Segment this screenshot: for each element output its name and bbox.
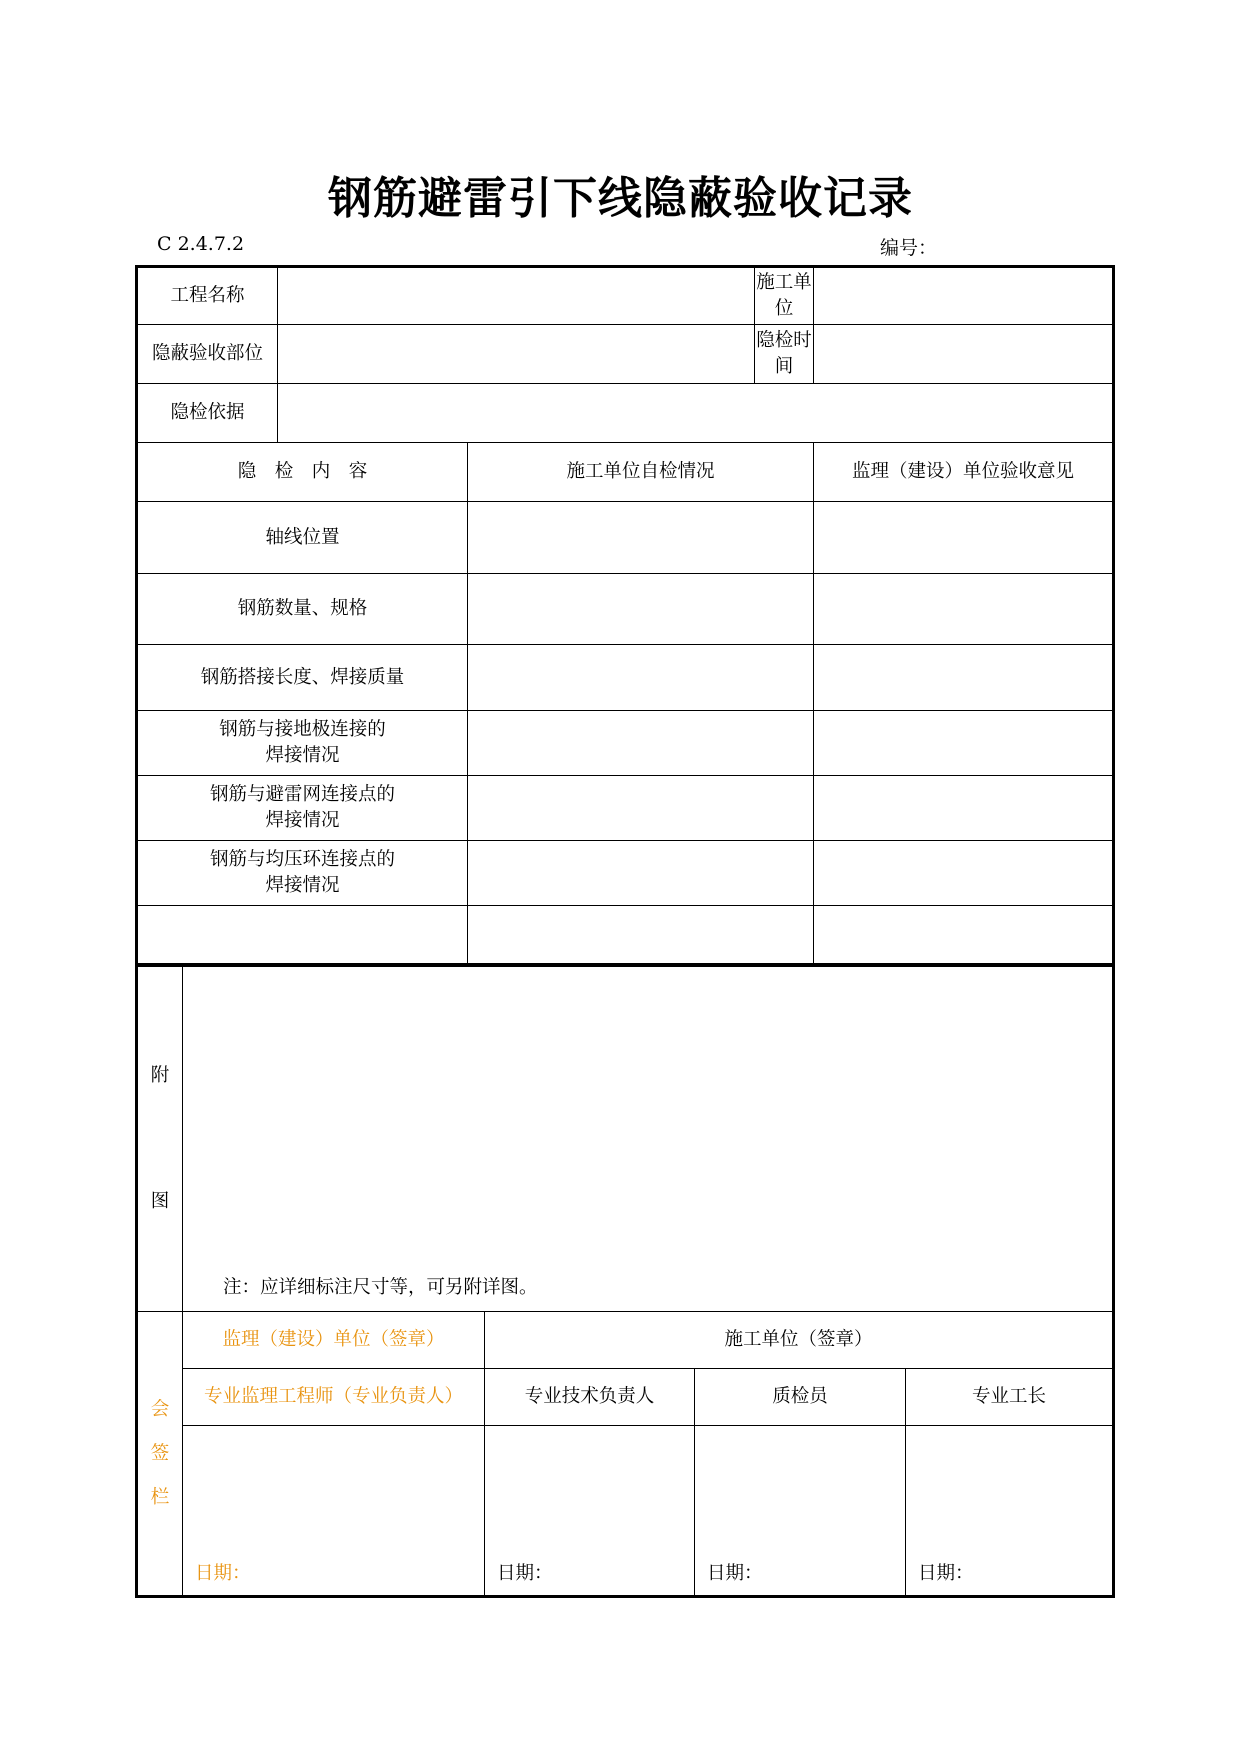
supervision-signature-cell[interactable] — [183, 1426, 485, 1597]
number-label: 编号： — [880, 237, 938, 259]
row-label: 钢筋与接地极连接的 焊接情况 — [137, 711, 468, 776]
quality-inspector-header: 质检员 — [695, 1369, 906, 1426]
self-check-cell[interactable] — [468, 645, 814, 711]
opinion-cell[interactable] — [814, 502, 1114, 574]
self-check-cell[interactable] — [468, 906, 814, 965]
date-label: 日期： — [707, 1563, 763, 1584]
table-row — [137, 645, 1114, 711]
inspection-basis-value[interactable] — [278, 384, 1114, 443]
self-check-cell[interactable] — [468, 574, 814, 645]
row-label: 钢筋与避雷网连接点的 焊接情况 — [137, 776, 468, 841]
table-row — [137, 502, 1114, 574]
self-check-cell[interactable] — [468, 502, 814, 574]
opinion-cell[interactable] — [814, 906, 1114, 965]
table-row — [137, 711, 1114, 776]
project-name-label: 工程名称 — [137, 267, 278, 325]
record-table — [135, 265, 1115, 966]
construction-unit-label: 施工单位 — [755, 267, 814, 325]
signature-label: 会 签 栏 — [137, 1312, 183, 1597]
row-label: 钢筋数量、规格 — [137, 574, 468, 645]
table-row — [137, 906, 1114, 965]
opinion-cell[interactable] — [814, 841, 1114, 906]
row-label: 钢筋与均压环连接点的 焊接情况 — [137, 841, 468, 906]
construction-unit-header: 施工单位（签章） — [485, 1312, 1114, 1369]
self-check-cell[interactable] — [468, 841, 814, 906]
date-label: 日期： — [918, 1563, 974, 1584]
row-label: 轴线位置 — [137, 502, 468, 574]
attachment-area[interactable] — [183, 967, 1114, 1312]
inspection-basis-label: 隐检依据 — [137, 384, 278, 443]
foreman-header: 专业工长 — [906, 1369, 1114, 1426]
opinion-cell[interactable] — [814, 645, 1114, 711]
quality-inspector-signature-cell[interactable] — [695, 1426, 906, 1597]
form-frame — [135, 265, 1112, 1598]
foreman-signature-cell[interactable] — [906, 1426, 1114, 1597]
project-name-value[interactable] — [278, 267, 755, 325]
content-column-header: 隐 检 内 容 — [137, 443, 468, 502]
self-check-cell[interactable] — [468, 776, 814, 841]
opinion-cell[interactable] — [814, 574, 1114, 645]
opinion-cell[interactable] — [814, 776, 1114, 841]
attachment-signature-table — [135, 966, 1115, 1598]
tech-lead-signature-cell[interactable] — [485, 1426, 695, 1597]
row-label-empty[interactable] — [137, 906, 468, 965]
hidden-part-value[interactable] — [278, 325, 755, 384]
table-row — [137, 841, 1114, 906]
construction-unit-value[interactable] — [814, 267, 1114, 325]
tech-lead-header: 专业技术负责人 — [485, 1369, 695, 1426]
date-label: 日期： — [195, 1563, 251, 1584]
date-label: 日期： — [497, 1563, 553, 1584]
supervision-column-header: 监理（建设）单位验收意见 — [814, 443, 1114, 502]
attachment-label: 附 图 — [137, 967, 183, 1312]
table-row — [137, 776, 1114, 841]
attachment-note: 注：应详细标注尺寸等，可另附详图。 — [223, 1277, 538, 1298]
inspection-time-label: 隐检时间 — [755, 325, 814, 384]
supervision-engineer-header: 专业监理工程师（专业负责人） — [183, 1369, 485, 1426]
opinion-cell[interactable] — [814, 711, 1114, 776]
self-check-cell[interactable] — [468, 711, 814, 776]
inspection-time-value[interactable] — [814, 325, 1114, 384]
table-row — [137, 574, 1114, 645]
self-check-column-header: 施工单位自检情况 — [468, 443, 814, 502]
form-code: C 2.4.7.2 — [157, 233, 245, 255]
row-label: 钢筋搭接长度、焊接质量 — [137, 645, 468, 711]
hidden-part-label: 隐蔽验收部位 — [137, 325, 278, 384]
supervision-unit-header: 监理（建设）单位（签章） — [183, 1312, 485, 1369]
page-title: 钢筋避雷引下线隐蔽验收记录 — [328, 173, 913, 224]
